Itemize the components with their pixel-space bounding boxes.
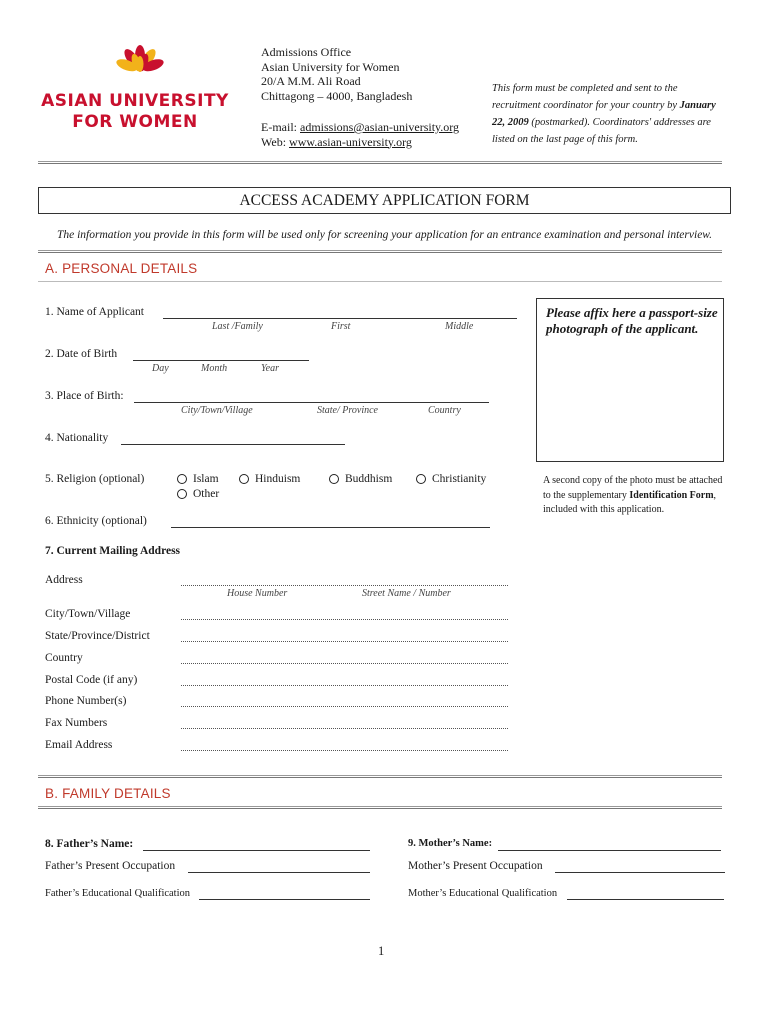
dob-sub-day: Day	[152, 363, 169, 374]
religion-buddhism-label: Buddhism	[345, 473, 393, 485]
dob-field[interactable]	[133, 360, 309, 361]
fax-label: Fax Numbers	[45, 717, 108, 729]
mother-education-field[interactable]	[567, 899, 724, 900]
radio-icon[interactable]	[239, 474, 249, 484]
photo-note-end: , included with this application.	[543, 489, 717, 515]
applicant-name-label: 1. Name of Applicant	[45, 306, 145, 318]
email-address-label: Email Address	[45, 739, 113, 751]
address-sub-house: House Number	[227, 588, 288, 599]
email-link[interactable]: admissions@asian-university.org	[300, 120, 460, 134]
address-line: Chittagong – 4000, Bangladesh	[261, 88, 413, 103]
form-title: ACCESS ACADEMY APPLICATION FORM	[239, 192, 530, 209]
contact-info	[261, 120, 459, 149]
address-line: 20/A M.M. Ali Road	[261, 74, 361, 88]
applicant-name-field[interactable]	[163, 318, 517, 319]
web-label: Web:	[261, 134, 290, 149]
father-name-label: 8. Father’s Name:	[45, 838, 134, 850]
name-sub-last: Last /Family	[212, 321, 263, 332]
address-label: Address	[45, 574, 83, 586]
dob-label: 2. Date of Birth	[45, 348, 118, 360]
note-text: This form must be completed and sent to the recruitment coordinator for your country by	[492, 83, 680, 111]
country-label: Country	[45, 652, 83, 664]
religion-christianity-option[interactable]	[416, 473, 486, 485]
address-line: Asian University for Women	[261, 59, 400, 74]
ethnicity-field[interactable]	[171, 527, 490, 528]
section-b-underline	[38, 806, 722, 809]
dob-sub-year: Year	[261, 363, 279, 374]
mother-occupation-label: Mother’s Present Occupation	[408, 860, 543, 872]
dob-sub-month: Month	[201, 363, 228, 374]
religion-other-label: Other	[193, 488, 220, 500]
city-label: City/Town/Village	[45, 608, 131, 620]
pob-sub-city: City/Town/Village	[181, 405, 253, 416]
radio-icon[interactable]	[416, 474, 426, 484]
state-field[interactable]	[181, 641, 508, 642]
mother-occupation-field[interactable]	[555, 872, 725, 873]
header-divider	[38, 161, 722, 164]
mother-name-field[interactable]	[498, 850, 721, 851]
photo-note-bold: Identification Form	[629, 489, 714, 501]
radio-icon[interactable]	[177, 489, 187, 499]
admissions-address	[261, 45, 412, 103]
religion-hinduism-label: Hinduism	[255, 473, 301, 485]
form-title-box	[38, 187, 731, 214]
pob-field[interactable]	[134, 402, 489, 403]
city-field[interactable]	[181, 619, 508, 620]
mother-education-label: Mother’s Educational Qualification	[408, 888, 558, 899]
email-address-field[interactable]	[181, 750, 508, 751]
phone-field[interactable]	[181, 706, 508, 707]
name-sub-middle: Middle	[445, 321, 474, 332]
intro-text: The information you provide in this form will be used only for screening your application for an entrance examination and personal interview.	[56, 229, 712, 241]
pob-colon: :	[120, 390, 124, 402]
photo-box-text: Please affix here a passport-size photograph of the applicant.	[546, 305, 718, 336]
religion-other-option[interactable]	[177, 488, 219, 500]
photo-box[interactable]	[536, 298, 724, 462]
religion-hinduism-option[interactable]	[239, 473, 300, 485]
pob-sub-country: Country	[428, 405, 461, 416]
logo-text-line2: FOR WOMEN	[72, 112, 198, 132]
lotus-logo-icon	[100, 44, 180, 88]
father-name-field[interactable]	[143, 850, 370, 851]
fax-field[interactable]	[181, 728, 508, 729]
section-b-title: B. FAMILY DETAILS	[45, 786, 171, 801]
university-logo	[40, 44, 230, 134]
father-occupation-field[interactable]	[188, 872, 370, 873]
submission-note	[492, 80, 722, 148]
postal-code-field[interactable]	[181, 685, 508, 686]
religion-islam-option[interactable]	[177, 473, 219, 485]
phone-label: Phone Number(s)	[45, 695, 127, 707]
father-education-label: Father’s Educational Qualification	[45, 888, 191, 899]
section-a-title: A. PERSONAL DETAILS	[45, 261, 198, 276]
religion-islam-label: Islam	[193, 473, 219, 485]
address-field[interactable]	[181, 585, 508, 586]
photo-note-text: A second copy of the photo must be attached to the supplementary	[543, 475, 723, 501]
address-line: Admissions Office	[261, 45, 352, 59]
note-deadline: January 22, 2009	[492, 100, 716, 128]
country-field[interactable]	[181, 663, 508, 664]
religion-buddhism-option[interactable]	[329, 473, 392, 485]
religion-christianity-label: Christianity	[432, 473, 487, 485]
photo-note	[543, 474, 725, 518]
radio-icon[interactable]	[177, 474, 187, 484]
section-b-top-divider	[38, 775, 722, 778]
mailing-address-label: 7. Current Mailing Address	[45, 545, 181, 557]
pob-sub-state: State/ Province	[317, 405, 378, 416]
intro-divider	[38, 250, 722, 253]
email-label: E-mail:	[261, 120, 300, 134]
postal-code-label: Postal Code (if any)	[45, 674, 138, 686]
web-link[interactable]: www.asian-university.org	[289, 134, 412, 149]
pob-label-text: 3. Place of Birth	[45, 390, 121, 402]
address-sub-street: Street Name / Number	[362, 588, 451, 599]
nationality-label: 4. Nationality	[45, 432, 109, 444]
state-label: State/Province/District	[45, 630, 150, 642]
mother-name-label: 9. Mother’s Name:	[408, 838, 493, 849]
logo-text-line1: ASIAN UNIVERSITY	[41, 91, 229, 111]
pob-label	[45, 390, 124, 402]
page-number: 1	[378, 944, 385, 958]
section-a-underline	[38, 281, 722, 282]
nationality-field[interactable]	[121, 444, 345, 445]
ethnicity-label: 6. Ethnicity (optional)	[45, 515, 147, 527]
radio-icon[interactable]	[329, 474, 339, 484]
note-text-end: (postmarked). Coordinators' addresses are listed on the last page of this form.	[492, 117, 711, 145]
religion-label: 5. Religion (optional)	[45, 473, 145, 485]
father-occupation-label: Father’s Present Occupation	[45, 860, 176, 872]
father-education-field[interactable]	[199, 899, 370, 900]
name-sub-first: First	[331, 321, 351, 332]
